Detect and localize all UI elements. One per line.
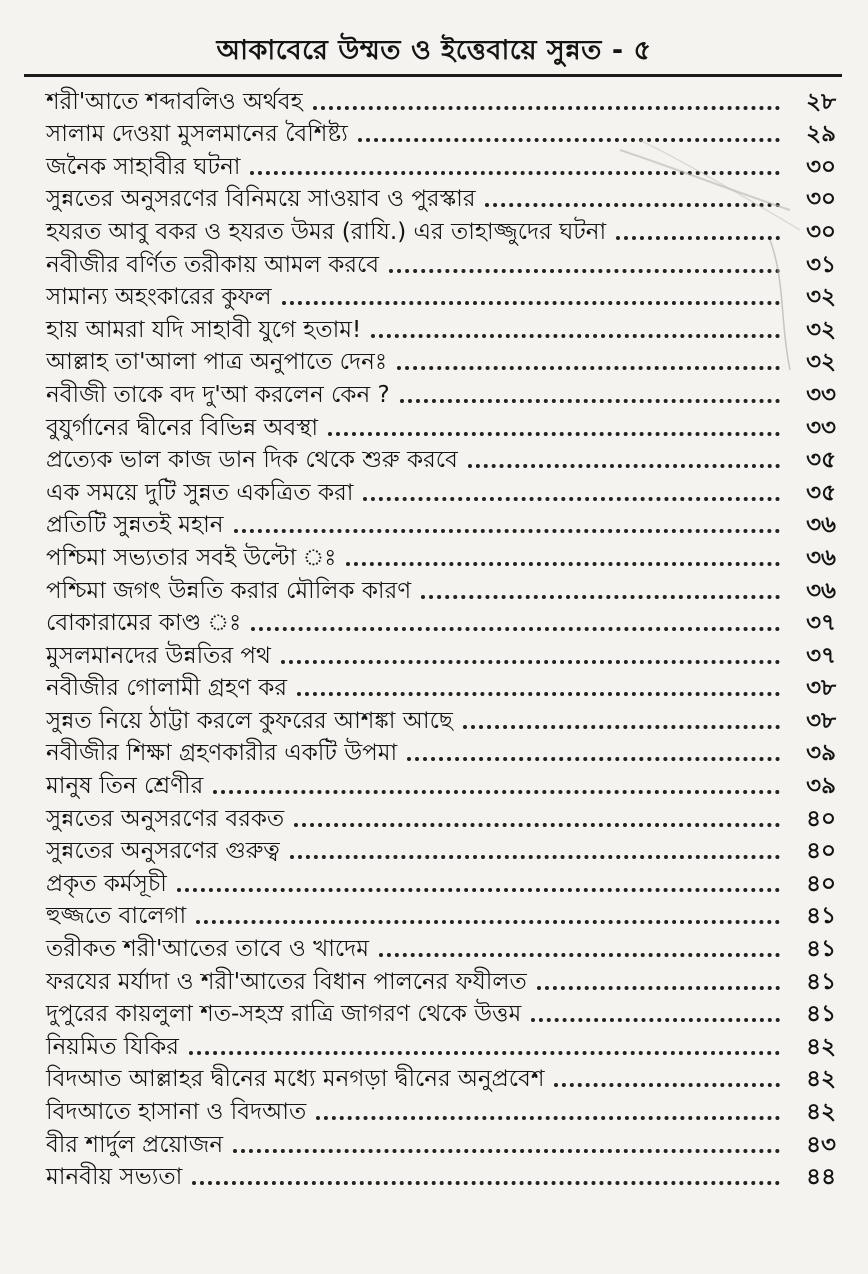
toc-entry-page: ৩৮ — [806, 675, 836, 702]
toc-entry-page: ৩২ — [806, 349, 836, 376]
dot-leader — [371, 334, 780, 338]
toc-entry-page: ৩৮ — [806, 707, 836, 734]
toc-entry-title: প্রতিটি সুন্নতই মহান — [46, 512, 224, 539]
toc-entry — [46, 997, 836, 1030]
dot-leader — [328, 432, 780, 436]
dot-leader — [389, 269, 780, 273]
toc-entry-title: মানবীয় সভ্যতা — [46, 1164, 183, 1191]
toc-entry-page: ২৯ — [806, 121, 836, 148]
toc-entry-title: পশ্চিমা সভ্যতার সবই উল্টো ঃ — [46, 544, 337, 571]
toc-entry — [46, 899, 836, 932]
toc-entry-page: ৪০ — [806, 870, 836, 897]
toc-entry — [46, 84, 836, 117]
toc-entry-page: ৩৫ — [806, 447, 836, 474]
toc-entry — [46, 312, 836, 345]
toc-entry-title: শরী'আতে শব্দাবলিও অর্থবহ — [46, 88, 303, 115]
toc-entry — [46, 1127, 836, 1160]
toc-entry-page: ৩২ — [806, 316, 836, 343]
dot-leader — [196, 920, 780, 924]
toc-entry-page: ৩০ — [806, 218, 836, 245]
toc-entry-title: বুযুর্গানের দ্বীনের বিভিন্ন অবস্থা — [46, 414, 319, 441]
dot-leader — [294, 823, 780, 827]
page-header — [0, 0, 868, 78]
toc-entry-title: দুপুরের কায়লুলা শত-সহস্র রাত্রি জাগরণ থেকে উত্তম — [46, 1001, 522, 1028]
toc-entry-title: বোকারামের কাণ্ড ঃ — [46, 610, 242, 637]
dot-leader — [189, 1051, 780, 1055]
toc-entry-title: হায় আমরা যদি সাহাবী যুগে হতাম! — [46, 316, 362, 343]
toc-entry — [46, 606, 836, 639]
dot-leader — [616, 236, 780, 240]
dot-leader — [537, 986, 780, 990]
toc-entry-page: ৩৩ — [806, 381, 836, 408]
dot-leader — [313, 106, 780, 110]
toc-entry-title: সালাম দেওয়া মুসলমানের বৈশিষ্ট্য — [46, 121, 348, 148]
toc-entry-page: ৪০ — [806, 838, 836, 865]
toc-entry — [46, 573, 836, 606]
toc-entry-title: মুসলমানদের উন্নতির পথ — [46, 642, 271, 669]
toc-entry-page: ৩০ — [806, 153, 836, 180]
toc-entry-page: ৪১ — [806, 968, 836, 995]
toc-entry-title: হুজ্জতে বালেগা — [46, 903, 187, 930]
toc-entry-page: ৪২ — [806, 1099, 836, 1125]
toc-entry-title: সুন্নতের অনুসরণের বিনিময়ে সাওয়াব ও পুরস্কার — [46, 186, 476, 213]
table-of-contents — [46, 84, 836, 1192]
dot-leader — [397, 366, 780, 370]
toc-entry — [46, 964, 836, 997]
toc-entry — [46, 117, 836, 150]
dot-leader — [192, 1181, 780, 1185]
dot-leader — [379, 953, 780, 957]
toc-entry-page: ৪৪ — [806, 1164, 836, 1191]
toc-entry-page: ৩৭ — [806, 642, 836, 669]
toc-entry-title: নবীজী তাকে বদ দু'আ করলেন কেন ? — [46, 381, 390, 408]
toc-entry-title: পশ্চিমা জগৎ উন্নতি করার মৌলিক কারণ — [46, 577, 412, 604]
dot-leader — [233, 1149, 780, 1153]
toc-entry — [46, 768, 836, 801]
dot-leader — [463, 725, 780, 729]
toc-entry — [46, 736, 836, 769]
dot-leader — [281, 660, 780, 664]
toc-entry — [46, 671, 836, 704]
toc-entry-page: ২৮ — [806, 88, 836, 115]
toc-entry — [46, 703, 836, 736]
toc-entry-title: নিয়মিত যিকির — [46, 1033, 179, 1060]
dot-leader — [554, 1083, 780, 1087]
toc-entry-title: নবীজীর বর্ণিত তরীকায় আমল করবে — [46, 251, 380, 278]
toc-entry-page: ৪১ — [806, 936, 836, 963]
toc-entry — [46, 931, 836, 964]
toc-entry — [46, 1062, 836, 1095]
dot-leader — [400, 399, 780, 403]
toc-entry — [46, 1029, 836, 1062]
toc-entry-title: প্রত্যেক ভাল কাজ ডান দিক থেকে শুরু করবে — [46, 447, 458, 474]
toc-entry-title: বিদআতে হাসানা ও বিদআত — [46, 1099, 307, 1125]
dot-leader — [485, 203, 780, 207]
dot-leader — [213, 790, 780, 794]
toc-entry-page: ৪১ — [806, 1001, 836, 1028]
toc-entry-page: ৪৩ — [806, 1131, 836, 1158]
toc-entry — [46, 475, 836, 508]
running-header-title: আকাবেরে উম্মত ও ইত্তেবায়ে সুন্নত - ৫ — [216, 35, 652, 66]
toc-entry-page: ৩৫ — [806, 479, 836, 506]
toc-entry — [46, 247, 836, 280]
dot-leader — [282, 301, 780, 305]
toc-entry — [46, 149, 836, 182]
dot-leader — [531, 1018, 780, 1022]
dot-leader — [346, 562, 780, 566]
dot-leader — [468, 464, 780, 468]
toc-entry — [46, 1160, 836, 1193]
toc-entry-title: সামান্য অহংকারের কুফল — [46, 284, 272, 311]
dot-leader — [407, 757, 780, 761]
dot-leader — [177, 888, 780, 892]
toc-entry — [46, 801, 836, 834]
toc-entry-page: ৩৭ — [806, 610, 836, 637]
toc-entry — [46, 834, 836, 867]
dot-leader — [316, 1116, 780, 1120]
toc-entry-title: বিদআত আল্লাহর দ্বীনের মধ্যে মনগড়া দ্বীনের অনুপ্রবেশ — [46, 1066, 545, 1093]
toc-entry-page: ৪২ — [806, 1066, 836, 1093]
toc-entry-page: ৩২ — [806, 284, 836, 311]
toc-entry-page: ৩০ — [806, 186, 836, 213]
toc-entry-title: নবীজীর শিক্ষা গ্রহণকারীর একটি উপমা — [46, 740, 398, 767]
toc-entry — [46, 443, 836, 476]
toc-entry-page: ৪০ — [806, 805, 836, 832]
toc-entry-title: হযরত আবু বকর ও হযরত উমর (রাযি.) এর তাহাজ্জুদের ঘটনা — [46, 218, 607, 245]
dot-leader — [297, 692, 780, 696]
dot-leader — [234, 529, 780, 533]
toc-entry-page: ৩৬ — [806, 544, 836, 571]
toc-entry — [46, 638, 836, 671]
toc-entry-page: ৪২ — [806, 1033, 836, 1060]
toc-entry — [46, 508, 836, 541]
toc-entry — [46, 1094, 836, 1127]
toc-entry — [46, 866, 836, 899]
dot-leader — [290, 855, 780, 859]
toc-entry-title: সুন্নত নিয়ে ঠাট্টা করলে কুফরের আশঙ্কা আছে — [46, 707, 453, 734]
dot-leader — [250, 171, 780, 175]
toc-entry-title: মানুষ তিন শ্রেণীর — [46, 773, 204, 800]
toc-entry-title: জনৈক সাহাবীর ঘটনা — [46, 153, 241, 180]
toc-entry-title: নবীজীর গোলামী গ্রহণ কর — [46, 675, 288, 702]
toc-entry-title: এক সময়ে দুটি সুন্নত একত্রিত করা — [46, 479, 354, 506]
toc-entry-title: বীর শার্দুল প্রয়োজন — [46, 1131, 224, 1158]
toc-entry-page: ৩৯ — [806, 773, 836, 800]
toc-entry-title: তরীকত শরী'আতের তাবে ও খাদেম — [46, 936, 369, 963]
toc-entry-title: আল্লাহ তা'আলা পাত্র অনুপাতে দেনঃ — [46, 349, 388, 376]
toc-entry-page: ৩১ — [806, 251, 836, 278]
toc-entry — [46, 182, 836, 215]
toc-entry — [46, 410, 836, 443]
toc-entry — [46, 345, 836, 378]
toc-entry — [46, 540, 836, 573]
toc-entry-page: ৩৬ — [806, 512, 836, 539]
toc-entry-page: ৩৬ — [806, 577, 836, 604]
toc-entry-title: সুন্নতের অনুসরণের বরকত — [46, 805, 285, 832]
toc-entry-title: প্রকৃত কর্মসূচী — [46, 870, 167, 897]
toc-entry-title: সুন্নতের অনুসরণের গুরুত্ব — [46, 838, 280, 865]
toc-entry-page: ৩৯ — [806, 740, 836, 767]
toc-entry-title: ফরযের মর্যাদা ও শরী'আতের বিধান পালনের ফযীলত — [46, 968, 527, 995]
toc-entry-page: ৩৩ — [806, 414, 836, 441]
toc-entry — [46, 280, 836, 313]
dot-leader — [358, 138, 780, 142]
toc-entry — [46, 377, 836, 410]
toc-entry — [46, 214, 836, 247]
dot-leader — [251, 627, 780, 631]
dot-leader — [421, 595, 780, 599]
header-rule — [24, 74, 842, 77]
toc-entry-page: ৪১ — [806, 903, 836, 930]
dot-leader — [363, 497, 780, 501]
